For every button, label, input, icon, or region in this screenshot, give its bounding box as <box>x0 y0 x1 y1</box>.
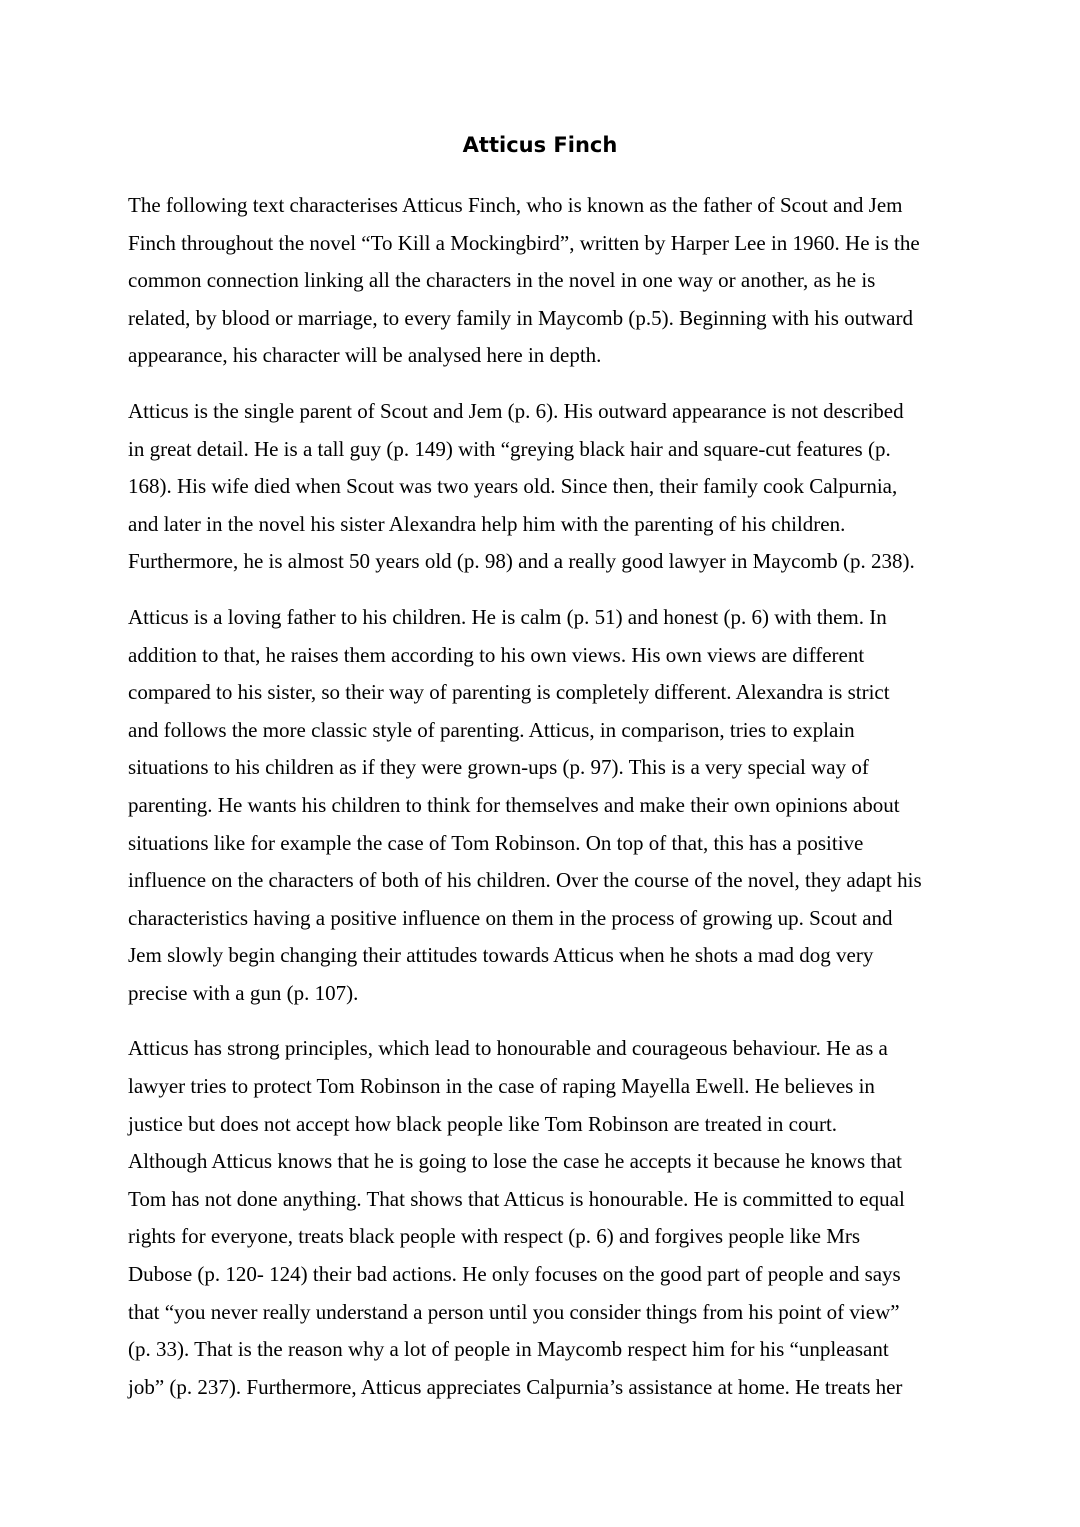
text-line: Atticus is the single parent of Scout and Jem (p. 6). His outward appearance is not described <box>128 398 904 423</box>
text-line: common connection linking all the characters in the novel in one way or another, as he is <box>128 268 876 293</box>
text-line: (p. 33). That is the reason why a lot of people in Maycomb respect him for his “unpleasant <box>128 1337 889 1362</box>
text-line: and later in the novel his sister Alexandra help him with the parenting of his children. <box>128 511 846 536</box>
text-line: Jem slowly begin changing their attitudes towards Atticus when he shots a mad dog very <box>128 943 874 968</box>
text-line: appearance, his character will be analysed here in depth. <box>128 343 602 368</box>
text-line: situations like for example the case of Tom Robinson. On top of that, this has a positive <box>128 830 864 855</box>
text-line: Dubose (p. 120- 124) their bad actions. He only focuses on the good part of people and says <box>128 1262 901 1287</box>
paragraph-2 <box>128 393 958 581</box>
paragraph-3 <box>128 599 958 1013</box>
text-line: influence on the characters of both of his children. Over the course of the novel, they adapt his <box>128 868 922 893</box>
text-line: addition to that, he raises them according to his own views. His own views are different <box>128 642 865 667</box>
document-body <box>128 187 958 1424</box>
paragraph-1 <box>128 187 958 375</box>
page-title: Atticus Finch <box>462 133 618 157</box>
text-line: characteristics having a positive influence on them in the process of growing up. Scout and <box>128 905 893 930</box>
text-line: lawyer tries to protect Tom Robinson in the case of raping Mayella Ewell. He believes in <box>128 1074 875 1099</box>
text-line: rights for everyone, treats black people with respect (p. 6) and forgives people like Mrs <box>128 1224 861 1249</box>
text-line: job” (p. 237). Furthermore, Atticus appreciates Calpurnia’s assistance at home. He treats her <box>128 1374 903 1399</box>
text-line: The following text characterises Atticus Finch, who is known as the father of Scout and Jem <box>128 193 903 217</box>
text-line: related, by blood or marriage, to every family in Maycomb (p.5). Beginning with his outward <box>128 305 913 330</box>
text-line: that “you never really understand a person until you consider things from his point of view” <box>128 1299 900 1324</box>
text-line: parenting. He wants his children to think for themselves and make their own opinions about <box>128 792 900 817</box>
text-line: precise with a gun (p. 107). <box>128 980 359 1005</box>
text-line: Although Atticus knows that he is going to lose the case he accepts it because he knows that <box>128 1149 902 1174</box>
text-line: in great detail. He is a tall guy (p. 149) with “greying black hair and square-cut features (p. <box>128 436 891 461</box>
text-line: Atticus is a loving father to his children. He is calm (p. 51) and honest (p. 6) with them. In <box>128 604 887 629</box>
text-line: Tom has not done anything. That shows that Atticus is honourable. He is committed to equal <box>128 1186 905 1211</box>
text-line: Finch throughout the novel “To Kill a Mockingbird”, written by Harper Lee in 1960. He is the <box>128 230 920 255</box>
text-line: situations to his children as if they were grown-ups (p. 97). This is a very special way of <box>128 755 869 780</box>
text-line: compared to his sister, so their way of parenting is completely different. Alexandra is strict <box>128 680 890 705</box>
paragraph-4 <box>128 1030 958 1406</box>
text-line: 168). His wife died when Scout was two years old. Since then, their family cook Calpurnia, <box>128 474 898 499</box>
text-line: justice but does not accept how black people like Tom Robinson are treated in court. <box>128 1111 838 1136</box>
text-line: Atticus has strong principles, which lead to honourable and courageous behaviour. He as a <box>128 1036 888 1061</box>
text-line: Furthermore, he is almost 50 years old (p. 98) and a really good lawyer in Maycomb (p. 238). <box>128 549 915 574</box>
text-line: and follows the more classic style of parenting. Atticus, in comparison, tries to explain <box>128 717 855 742</box>
